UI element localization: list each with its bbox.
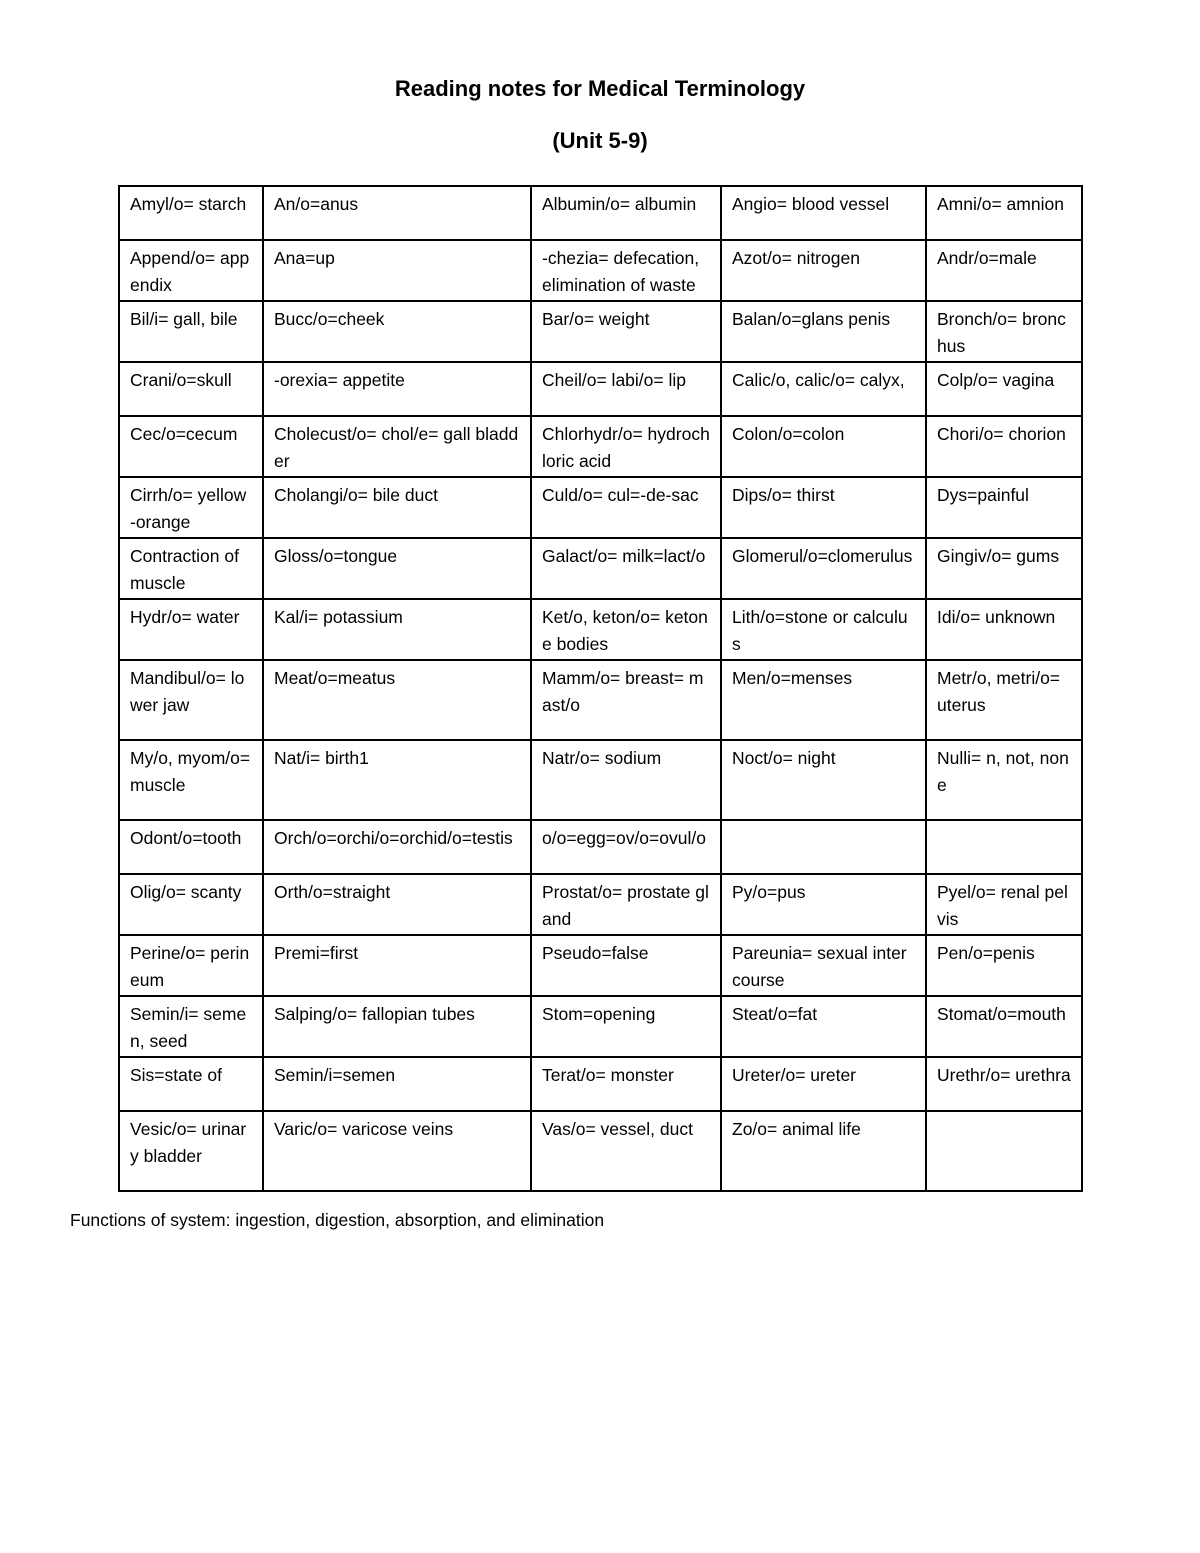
table-cell: Angio= blood vessel [721, 186, 926, 240]
table-cell: Ana=up [263, 240, 531, 301]
table-cell: Cholecust/o= chol/e= gall bladder [263, 416, 531, 477]
table-row [119, 935, 1082, 996]
table-cell: Crani/o=skull [119, 362, 263, 416]
page-title: Reading notes for Medical Terminology [394, 76, 806, 101]
table-cell: Cec/o=cecum [119, 416, 263, 477]
table-cell: Ket/o, keton/o= ketone bodies [531, 599, 721, 660]
table-cell: Prostat/o= prostate gland [531, 874, 721, 935]
table-cell: Odont/o=tooth [119, 820, 263, 874]
table-cell: Semin/i= semen, seed [119, 996, 263, 1057]
table-row [119, 599, 1082, 660]
table-cell: Urethr/o= urethra [926, 1057, 1082, 1111]
table-cell: Py/o=pus [721, 874, 926, 935]
table-cell: Pen/o=penis [926, 935, 1082, 996]
table-cell: Metr/o, metri/o= uterus [926, 660, 1082, 740]
table-cell: Albumin/o= albumin [531, 186, 721, 240]
table-row [119, 301, 1082, 362]
table-cell: Vesic/o= urinary bladder [119, 1111, 263, 1191]
terminology-table [118, 185, 1083, 1192]
table-cell: Contraction of muscle [119, 538, 263, 599]
table-cell: Balan/o=glans penis [721, 301, 926, 362]
table-cell: Premi=first [263, 935, 531, 996]
table-cell: Chori/o= chorion [926, 416, 1082, 477]
table-cell: Bronch/o= bronchus [926, 301, 1082, 362]
table-row [119, 1111, 1082, 1191]
table-cell: Amyl/o= starch [119, 186, 263, 240]
table-cell: Zo/o= animal life [721, 1111, 926, 1191]
table-cell: Perine/o= perineum [119, 935, 263, 996]
table-cell: Chlorhydr/o= hydrochloric acid [531, 416, 721, 477]
table-cell: Amni/o= amnion [926, 186, 1082, 240]
table-cell: Varic/o= varicose veins [263, 1111, 531, 1191]
table-cell: Mandibul/o= lower jaw [119, 660, 263, 740]
table-cell: Sis=state of [119, 1057, 263, 1111]
table-row [119, 538, 1082, 599]
table-cell: Pseudo=false [531, 935, 721, 996]
table-cell: Ureter/o= ureter [721, 1057, 926, 1111]
table-cell: Natr/o= sodium [531, 740, 721, 820]
table-cell: Cheil/o= labi/o= lip [531, 362, 721, 416]
table-cell: Galact/o= milk=lact/o [531, 538, 721, 599]
table-cell: -chezia= defecation, elimination of waste [531, 240, 721, 301]
table-cell: Pyel/o= renal pelvis [926, 874, 1082, 935]
table-row [119, 186, 1082, 240]
table-cell: Stomat/o=mouth [926, 996, 1082, 1057]
table-row [119, 240, 1082, 301]
footer-note: Functions of system: ingestion, digestion, absorption, and elimination [70, 1210, 605, 1230]
table-cell: Men/o=menses [721, 660, 926, 740]
table-cell [926, 820, 1082, 874]
table-cell: Noct/o= night [721, 740, 926, 820]
table-cell: Pareunia= sexual intercourse [721, 935, 926, 996]
table-cell: -orexia= appetite [263, 362, 531, 416]
table-cell: Bucc/o=cheek [263, 301, 531, 362]
table-cell: An/o=anus [263, 186, 531, 240]
table-cell: Dys=painful [926, 477, 1082, 538]
table-cell: Azot/o= nitrogen [721, 240, 926, 301]
table-row [119, 874, 1082, 935]
table-cell: Nat/i= birth1 [263, 740, 531, 820]
table-cell: Salping/o= fallopian tubes [263, 996, 531, 1057]
table-cell: Append/o= appendix [119, 240, 263, 301]
table-cell: Culd/o= cul=-de-sac [531, 477, 721, 538]
table-cell: Meat/o=meatus [263, 660, 531, 740]
table-cell: Bar/o= weight [531, 301, 721, 362]
table-row [119, 820, 1082, 874]
table-cell: Vas/o= vessel, duct [531, 1111, 721, 1191]
table-cell: Gloss/o=tongue [263, 538, 531, 599]
table-cell: o/o=egg=ov/o=ovul/o [531, 820, 721, 874]
table-cell: Mamm/o= breast= mast/o [531, 660, 721, 740]
table-cell: Nulli= n, not, none [926, 740, 1082, 820]
table-cell: Gingiv/o= gums [926, 538, 1082, 599]
table-cell: Cholangi/o= bile duct [263, 477, 531, 538]
table-cell: Steat/o=fat [721, 996, 926, 1057]
table-cell: Semin/i=semen [263, 1057, 531, 1111]
table-row [119, 660, 1082, 740]
table-cell: Terat/o= monster [531, 1057, 721, 1111]
table-cell: Bil/i= gall, bile [119, 301, 263, 362]
page-subtitle: (Unit 5-9) [552, 128, 648, 153]
table-cell: Orth/o=straight [263, 874, 531, 935]
table-cell: Orch/o=orchi/o=orchid/o=testis [263, 820, 531, 874]
table-cell: Glomerul/o=clomerulus [721, 538, 926, 599]
table-cell [926, 1111, 1082, 1191]
table-cell [721, 820, 926, 874]
table-cell: My/o, myom/o= muscle [119, 740, 263, 820]
table-cell: Kal/i= potassium [263, 599, 531, 660]
table-row [119, 1057, 1082, 1111]
table-row [119, 416, 1082, 477]
table-cell: Stom=opening [531, 996, 721, 1057]
table-cell: Colp/o= vagina [926, 362, 1082, 416]
table-cell: Olig/o= scanty [119, 874, 263, 935]
table-cell: Colon/o=colon [721, 416, 926, 477]
terminology-table-body [119, 186, 1082, 1191]
table-cell: Andr/o=male [926, 240, 1082, 301]
table-cell: Calic/o, calic/o= calyx, [721, 362, 926, 416]
table-row [119, 996, 1082, 1057]
table-cell: Hydr/o= water [119, 599, 263, 660]
table-row [119, 362, 1082, 416]
table-row [119, 477, 1082, 538]
table-cell: Cirrh/o= yellow-orange [119, 477, 263, 538]
table-row [119, 740, 1082, 820]
table-cell: Dips/o= thirst [721, 477, 926, 538]
table-cell: Lith/o=stone or calculus [721, 599, 926, 660]
table-cell: Idi/o= unknown [926, 599, 1082, 660]
